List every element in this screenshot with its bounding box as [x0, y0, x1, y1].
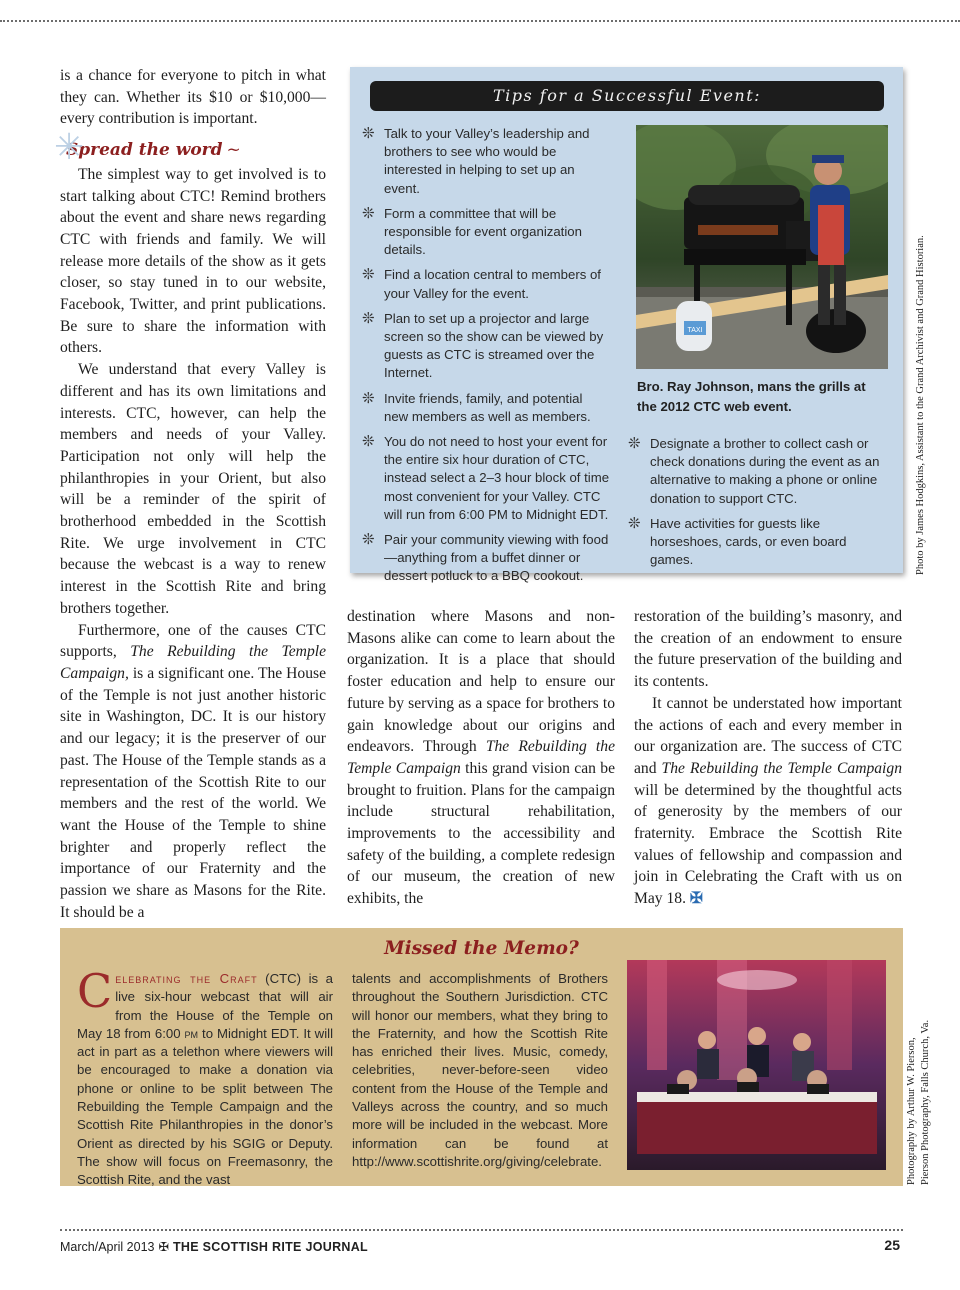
credit-line-1: Photography by Arthur W. Pierson,	[906, 1037, 917, 1185]
memo-pm: pm	[184, 1025, 199, 1041]
grill-photo-illustration	[636, 125, 888, 369]
credit-line-2: Pierson Photography, Falls Church, Va.	[920, 1019, 931, 1185]
issue-date: March/April 2013	[60, 1240, 155, 1254]
tank-label: TAXI	[687, 327, 703, 334]
tip-item	[360, 531, 610, 586]
column3-campaign-title: The Rebuilding the Temple Campaign	[661, 759, 902, 777]
memo-dropcap: C	[77, 964, 113, 1018]
page-number: 25	[884, 1237, 900, 1253]
spread-paragraph-1: The simplest way to get involved is to start talking about CTC! Remind brothers about the event and share news regarding CTC with friends and family. We will release more details of the show as it gets closer, so stay tuned in to our website, Facebook, Twitter, and print publications. Be sure to share the information with others.	[60, 165, 326, 357]
asterisk-bullet-icon: ❊	[362, 309, 375, 327]
tip-text: Pair your community viewing with food—anything from a buffet dinner or dessert potluck to a BBQ cookout.	[384, 532, 609, 584]
para3-lead: Furthermore, one of the causes CTC supports,	[60, 621, 326, 661]
photo-credit-telethon	[905, 1015, 933, 1185]
tip-text: Find a location central to members of your Valley for the event.	[384, 267, 601, 301]
tip-text: Talk to your Valley’s leadership and brothers to see who would be interested in helping to set up an event.	[384, 126, 590, 196]
column2-lead: destination where Masons and non-Masons alike can come to learn about the organization. It is a place that should foster education and help to ensure our future by serving as a space for brothers to gain knowledge about our origins and endeavors. Through	[347, 608, 615, 756]
photo-credit-grill: Photo by James Hodgkins, Assistant to the Grand Archivist and Grand Historian.	[915, 235, 926, 575]
cross-separator-icon: ✠	[158, 1240, 169, 1254]
grill-photo	[636, 125, 888, 369]
memo-column-1	[77, 964, 333, 1190]
tips-title-banner: Tips for a Successful Event:	[370, 81, 884, 111]
asterisk-bullet-icon: ❊	[628, 514, 641, 532]
article-column-2	[347, 606, 615, 910]
column2-campaign-title: The Rebuilding the Temple Campaign	[347, 738, 615, 777]
memo-lead-caps: elebrating the Craft	[115, 971, 258, 986]
memo-col1-text-b: to Midnight EDT. It will act in part as a telethon where viewers will be encouraged to make a donation via phone or online to be split between The Rebuilding the Temple Campaign and the Scottish Rite Philanthropies in the donor’s Orient as directed by his SGIG or Deputy. The show will focus on Freemasonry, the Scottish Rite, and the vast	[77, 1025, 333, 1188]
asterisk-bullet-icon: ❊	[362, 266, 375, 284]
tip-text: Have activities for guests like horseshoes, cards, or even board games.	[650, 515, 847, 568]
tip-item	[360, 433, 610, 524]
tip-item	[360, 390, 610, 426]
tip-item	[626, 515, 888, 570]
article-column-3	[634, 606, 902, 910]
asterisk-bullet-icon: ❊	[362, 125, 375, 142]
spread-paragraph-3	[60, 620, 326, 924]
tip-item	[360, 266, 610, 302]
tip-text: You do not need to host your event for the entire six hour duration of CTC, instead select a 2–3 hour block of time most convenient for your Valley. CTC will run from 6:00 PM to Midnight EDT.	[384, 434, 610, 522]
tip-text: Plan to set up a projector and large screen so the show can be viewed by guests as CTC is streamed over the Internet.	[384, 310, 604, 381]
memo-column-2: talents and accomplishments of Brothers throughout the Southern Jurisdiction. CTC will honor our members, what they bring to the Fraternity, and how the Scottish Rite has enriched their lives. Music, comedy, celebrities, never-before-seen video content from the House of the Temple and Valleys across the country, and so much more will be included in the webcast. More information can be found at http://www.scottishrite.org/giving/celebrate.	[352, 971, 608, 1169]
telethon-photo	[627, 960, 886, 1170]
memo-col1-text-a: (CTC) is a live six-hour webcast that will air from the House of the Temple on May 18 from 6:00	[77, 971, 333, 1041]
asterisk-bullet-icon: ❊	[362, 204, 375, 222]
tip-item	[360, 310, 610, 383]
column2-rest: this grand vision can be brought to fruition. Plans for the campaign include structural rehabilitation, improvements to the accessibility and safety of the building, a complete redesign of our museum, the creation of new exhibits, the	[347, 759, 615, 908]
asterisk-bullet-icon: ❊	[362, 433, 375, 451]
page-footer	[60, 1239, 900, 1254]
spread-heading-text: Spread the word	[66, 140, 223, 161]
asterisk-bullet-icon: ❊	[362, 389, 375, 407]
para3-rest: is a significant one. The House of the Temple is not just another historic site in Washington, DC. It is our history and our legacy; it is the preserver of our past. The House of the Temple stands as a representation of the Scottish Rite to our members and the rest of the world. We want the House of the Temple to shine brighter and properly reflect the importance of our Fraternity and the passion we share as Masons for the Rite. It should be a	[60, 664, 326, 921]
tip-text: Invite friends, family, and potential new members as well as members.	[384, 390, 591, 424]
swash-ornament: ~	[226, 140, 241, 161]
tips-list-left	[360, 125, 610, 593]
missed-the-memo-box	[60, 928, 903, 1186]
top-dotted-rule	[0, 20, 960, 22]
article-column-1	[54, 65, 326, 923]
grill-photo-caption: Bro. Ray Johnson, mans the grills at the 2012 CTC web event.	[637, 379, 866, 414]
column3-paragraph-1: restoration of the building’s masonry, and the creation of an endowment to ensure the future preservation of the building and its contents.	[634, 608, 902, 691]
spread-the-word-heading	[54, 127, 326, 169]
asterisk-bullet-icon: ❊	[628, 435, 641, 452]
footer-dotted-rule	[60, 1229, 903, 1231]
starburst-icon: ✳	[54, 127, 85, 169]
asterisk-bullet-icon: ❊	[362, 531, 375, 549]
tip-text: Designate a brother to collect cash or check donations during the event as an alternative to making a phone or online donation to support CTC.	[650, 436, 880, 506]
column3-paragraph-2	[634, 693, 902, 910]
tip-item	[360, 205, 610, 260]
tip-item	[360, 125, 610, 198]
column3-lead: It cannot be understated how important the actions of each and every member in our organization are. The success of CTC and	[634, 694, 902, 777]
para3-campaign-title: The Rebuilding the Temple Campaign,	[60, 643, 326, 682]
tip-item	[626, 435, 888, 508]
memo-title: Missed the Memo?	[384, 938, 579, 959]
column2-paragraph	[347, 606, 615, 910]
end-cross-icon: ✠	[689, 890, 703, 908]
journal-name: THE SCOTTISH RITE JOURNAL	[172, 1240, 368, 1254]
tip-text: Form a committee that will be responsible for event organization details.	[384, 205, 582, 258]
tips-sidebar-box	[350, 67, 903, 584]
tips-list-right	[626, 435, 888, 576]
spread-paragraph-2: We understand that every Valley is different and has its own limitations and interests. CTC, however, can help the members and needs of your Valley. Participation not only will help the philanthropies in your Orient, but also will be a reminder of the spirit of brotherhood embedded in the Scottish Rite. We urge involvement in CTC because the webcast is a way to renew interest in the Scottish Rite and bring brothers together.	[60, 361, 326, 617]
column3-rest: will be determined by the thoughtful acts of generosity by the members of our fraternity. Embrace the Scottish Rite values of fellowship and compassion and join in Celebrating the Craft with us on May 18.	[634, 781, 902, 908]
telethon-photo-illustration	[627, 960, 886, 1170]
intro-paragraph: is a chance for everyone to pitch in what they can. Whether its $10 or $10,000—every contribution is important.	[60, 67, 326, 128]
